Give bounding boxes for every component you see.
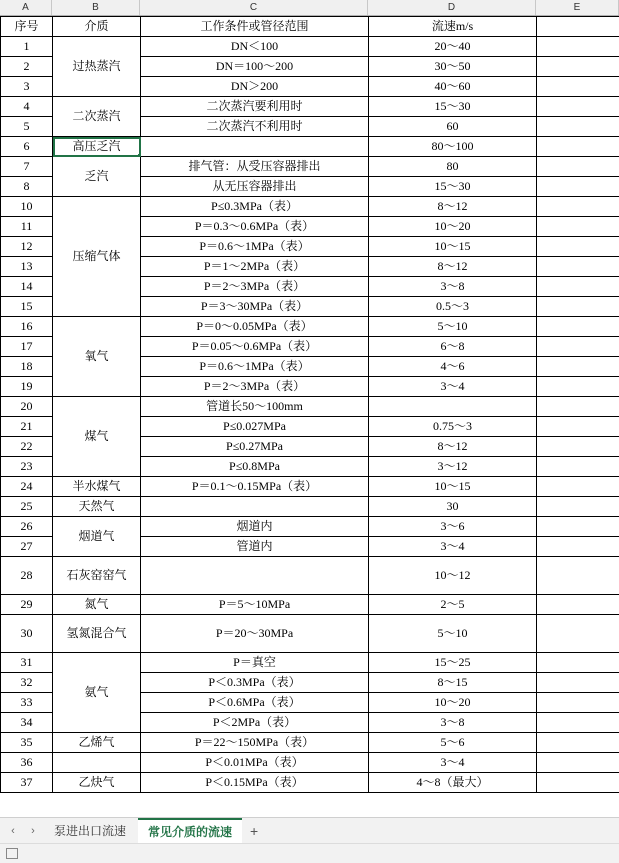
column-header-e[interactable]: E [536,0,619,15]
column-header-a[interactable]: A [0,0,52,15]
cell-e[interactable] [537,117,619,137]
table-row[interactable] [1,595,619,615]
cell-media[interactable]: 氨气 [53,653,141,733]
cell-condition[interactable]: P＝1～2MPa（表） [141,257,369,277]
cell-velocity[interactable]: 5～10 [369,615,537,653]
sheet-tab-media-velocity[interactable]: 常见介质的流速 [138,818,242,844]
cell-velocity[interactable]: 30 [369,497,537,517]
cell-e[interactable] [537,337,619,357]
cell-condition[interactable]: P＝20～30MPa [141,615,369,653]
header-cell-velocity[interactable]: 流速m/s [369,17,537,37]
cell-velocity[interactable]: 15～30 [369,97,537,117]
cell-media[interactable]: 二次蒸汽 [53,97,141,137]
cell-velocity[interactable]: 3～8 [369,713,537,733]
cell-velocity[interactable]: 5～6 [369,733,537,753]
cell-condition[interactable]: P＜2MPa（表） [141,713,369,733]
cell-velocity[interactable] [369,397,537,417]
add-sheet-button[interactable]: + [249,822,259,839]
cell-velocity[interactable]: 20～40 [369,37,537,57]
sheet-tab-pump[interactable]: 泵进出口流速 [44,819,136,843]
table-row[interactable] [1,477,619,497]
cell-e[interactable] [537,397,619,417]
cell-velocity[interactable]: 10～15 [369,237,537,257]
cell-index[interactable]: 15 [1,297,53,317]
grid-scroll-area[interactable] [0,16,619,817]
cell-index[interactable]: 22 [1,437,53,457]
cell-media[interactable]: 高压乏汽 [53,137,141,157]
cell-e[interactable] [537,557,619,595]
cell-media[interactable]: 氮气 [53,595,141,615]
cell-index[interactable]: 1 [1,37,53,57]
cell-index[interactable]: 34 [1,713,53,733]
cell-e[interactable] [537,357,619,377]
cell-e[interactable] [537,297,619,317]
cell-e[interactable] [537,177,619,197]
cell-index[interactable]: 30 [1,615,53,653]
cell-velocity[interactable]: 3～4 [369,377,537,397]
cell-index[interactable]: 14 [1,277,53,297]
cell-condition[interactable]: 二次蒸汽要利用时 [141,97,369,117]
cell-media[interactable]: 烟道气 [53,517,141,557]
cell-condition[interactable]: P≤0.8MPa [141,457,369,477]
cell-e[interactable] [537,653,619,673]
header-cell-index[interactable]: 序号 [1,17,53,37]
cell-media[interactable]: 半水煤气 [53,477,141,497]
cell-index[interactable]: 29 [1,595,53,615]
cell-index[interactable]: 10 [1,197,53,217]
cell-index[interactable]: 11 [1,217,53,237]
cell-e[interactable] [537,517,619,537]
column-header-c[interactable]: C [140,0,368,15]
cell-condition[interactable]: P＝0.3～0.6MPa（表） [141,217,369,237]
cell-e[interactable] [537,673,619,693]
cell-e[interactable] [537,217,619,237]
cell-velocity[interactable]: 0.75～3 [369,417,537,437]
table-row[interactable] [1,137,619,157]
cell-velocity[interactable]: 80 [369,157,537,177]
cell-e[interactable] [537,417,619,437]
data-table[interactable] [0,16,619,793]
table-row[interactable] [1,397,619,417]
cell-media[interactable]: 乏汽 [53,157,141,197]
header-cell-condition[interactable]: 工作条件或管径范围 [141,17,369,37]
cell-condition[interactable]: 从无压容器排出 [141,177,369,197]
cell-velocity[interactable]: 3～8 [369,277,537,297]
cell-index[interactable]: 28 [1,557,53,595]
cell-velocity[interactable]: 2～5 [369,595,537,615]
cell-e[interactable] [537,713,619,733]
table-header-row [1,17,619,37]
chevron-right-icon[interactable]: › [31,824,35,837]
cell-index[interactable]: 16 [1,317,53,337]
cell-condition[interactable]: DN＞200 [141,77,369,97]
cell-media[interactable]: 乙烯气 [53,733,141,753]
cell-index[interactable]: 19 [1,377,53,397]
cell-condition[interactable]: P＝2～3MPa（表） [141,377,369,397]
cell-e[interactable] [537,773,619,793]
cell-e[interactable] [537,615,619,653]
cell-index[interactable]: 35 [1,733,53,753]
cell-condition[interactable]: P≤0.3MPa（表） [141,197,369,217]
cell-condition[interactable] [141,557,369,595]
cell-media[interactable]: 天然气 [53,497,141,517]
cell-index[interactable]: 5 [1,117,53,137]
table-row[interactable] [1,653,619,673]
cell-condition[interactable]: P＜0.3MPa（表） [141,673,369,693]
fill-handle[interactable] [138,154,141,157]
cell-velocity[interactable]: 3～12 [369,457,537,477]
cell-condition[interactable]: P＝0.6～1MPa（表） [141,237,369,257]
cell-velocity[interactable]: 10～12 [369,557,537,595]
column-header-d[interactable]: D [368,0,536,15]
status-bar [0,843,619,863]
cell-condition[interactable]: DN＝100～200 [141,57,369,77]
cell-media[interactable]: 氢氮混合气 [53,615,141,653]
cell-velocity[interactable]: 10～15 [369,477,537,497]
cell-velocity[interactable]: 6～8 [369,337,537,357]
cell-media[interactable] [53,753,141,773]
cell-index[interactable]: 8 [1,177,53,197]
chevron-left-icon[interactable]: ‹ [11,824,15,837]
header-cell-media[interactable]: 介质 [53,17,141,37]
cell-velocity[interactable]: 3～4 [369,753,537,773]
cell-e[interactable] [537,257,619,277]
cell-velocity[interactable]: 30～50 [369,57,537,77]
table-row[interactable] [1,753,619,773]
cell-e[interactable] [537,537,619,557]
cell-condition[interactable]: P＝2～3MPa（表） [141,277,369,297]
cell-e[interactable] [537,497,619,517]
column-header-b[interactable]: B [52,0,140,15]
cell-condition[interactable]: P＝22～150MPa（表） [141,733,369,753]
cell-media[interactable]: 煤气 [53,397,141,477]
cell-index[interactable]: 33 [1,693,53,713]
cell-condition[interactable]: P≤0.27MPa [141,437,369,457]
cell-e[interactable] [537,37,619,57]
cell-index[interactable]: 27 [1,537,53,557]
cell-velocity[interactable]: 80～100 [369,137,537,157]
table-row[interactable] [1,773,619,793]
cell-e[interactable] [537,197,619,217]
cell-e[interactable] [537,277,619,297]
cell-index[interactable]: 26 [1,517,53,537]
cell-e[interactable] [537,97,619,117]
cell-condition[interactable]: P＝真空 [141,653,369,673]
cell-index[interactable]: 12 [1,237,53,257]
cell-condition[interactable]: 烟道内 [141,517,369,537]
cell-condition[interactable]: P＝0.1～0.15MPa（表） [141,477,369,497]
cell-condition[interactable]: DN＜100 [141,37,369,57]
table-row[interactable] [1,37,619,57]
cell-index[interactable]: 25 [1,497,53,517]
table-row[interactable] [1,733,619,753]
cell-condition[interactable]: P＝5～10MPa [141,595,369,615]
cell-index[interactable]: 4 [1,97,53,117]
cell-condition[interactable]: P＝0.6～1MPa（表） [141,357,369,377]
cell-velocity[interactable]: 10～20 [369,217,537,237]
cell-condition[interactable]: P＜0.6MPa（表） [141,693,369,713]
cell-velocity[interactable]: 5～10 [369,317,537,337]
header-cell-e[interactable] [537,17,619,37]
cell-index[interactable]: 21 [1,417,53,437]
cell-index[interactable]: 6 [1,137,53,157]
cell-index[interactable]: 2 [1,57,53,77]
table-row[interactable] [1,197,619,217]
cell-index[interactable]: 13 [1,257,53,277]
cell-condition[interactable]: P＝0.05～0.6MPa（表） [141,337,369,357]
cell-e[interactable] [537,77,619,97]
cell-e[interactable] [537,753,619,773]
cell-velocity[interactable]: 3～4 [369,537,537,557]
cell-velocity[interactable]: 8～12 [369,257,537,277]
column-header-row [0,0,619,16]
cell-e[interactable] [537,693,619,713]
cell-e[interactable] [537,595,619,615]
cell-velocity[interactable]: 15～25 [369,653,537,673]
cell-velocity[interactable]: 0.5～3 [369,297,537,317]
cell-e[interactable] [537,57,619,77]
cell-media[interactable]: 过热蒸汽 [53,37,141,97]
cell-condition[interactable]: 排气管：从受压容器排出 [141,157,369,177]
cell-index[interactable]: 36 [1,753,53,773]
cell-media[interactable]: 乙炔气 [53,773,141,793]
cell-media[interactable]: 压缩气体 [53,197,141,317]
table-row[interactable] [1,615,619,653]
cell-index[interactable]: 24 [1,477,53,497]
cell-e[interactable] [537,377,619,397]
cell-velocity[interactable]: 40～60 [369,77,537,97]
cell-index[interactable]: 17 [1,337,53,357]
cell-condition[interactable]: P＝3～30MPa（表） [141,297,369,317]
cell-condition[interactable]: P＜0.01MPa（表） [141,753,369,773]
cell-e[interactable] [537,733,619,753]
cell-index[interactable]: 23 [1,457,53,477]
cell-index[interactable]: 37 [1,773,53,793]
cell-velocity[interactable]: 8～15 [369,673,537,693]
cell-velocity[interactable]: 3～6 [369,517,537,537]
cell-velocity[interactable]: 8～12 [369,437,537,457]
cell-velocity[interactable]: 60 [369,117,537,137]
cell-condition[interactable]: P≤0.027MPa [141,417,369,437]
cell-condition[interactable] [141,137,369,157]
cell-index[interactable]: 31 [1,653,53,673]
cell-index[interactable]: 18 [1,357,53,377]
cell-condition[interactable]: P＝0～0.05MPa（表） [141,317,369,337]
table-row[interactable] [1,557,619,595]
cell-condition[interactable]: 管道长50～100mm [141,397,369,417]
cell-index[interactable]: 20 [1,397,53,417]
cell-velocity[interactable]: 4～8（最大） [369,773,537,793]
table-row[interactable] [1,317,619,337]
cell-e[interactable] [537,477,619,497]
cell-e[interactable] [537,157,619,177]
cell-index[interactable]: 7 [1,157,53,177]
grid-icon [6,848,18,859]
cell-condition[interactable]: 二次蒸汽不利用时 [141,117,369,137]
cell-e[interactable] [537,437,619,457]
table-row[interactable] [1,517,619,537]
table-row[interactable] [1,497,619,517]
cell-index[interactable]: 3 [1,77,53,97]
sheet-tab-bar[interactable] [0,817,619,843]
cell-e[interactable] [537,137,619,157]
cell-velocity[interactable]: 10～20 [369,693,537,713]
cell-velocity[interactable]: 15～30 [369,177,537,197]
cell-velocity[interactable]: 4～6 [369,357,537,377]
cell-e[interactable] [537,237,619,257]
cell-condition[interactable] [141,497,369,517]
cell-e[interactable] [537,317,619,337]
table-row[interactable] [1,97,619,117]
cell-index[interactable]: 32 [1,673,53,693]
cell-e[interactable] [537,457,619,477]
cell-media[interactable]: 氧气 [53,317,141,397]
cell-condition[interactable]: P＜0.15MPa（表） [141,773,369,793]
table-row[interactable] [1,157,619,177]
cell-media[interactable]: 石灰窑窑气 [53,557,141,595]
cell-velocity[interactable]: 8～12 [369,197,537,217]
cell-condition[interactable]: 管道内 [141,537,369,557]
